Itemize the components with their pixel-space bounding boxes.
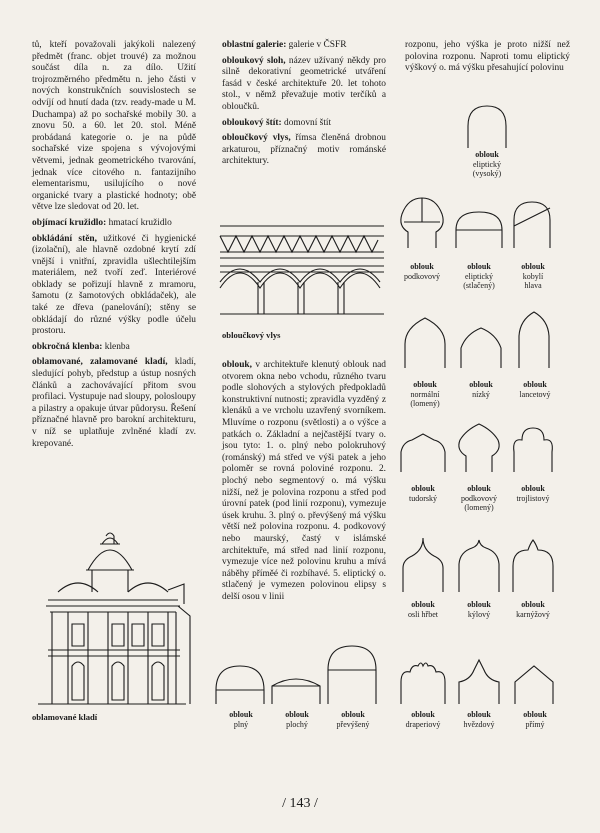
arch-caption: oblouk podkovový — [404, 262, 440, 281]
arch-caption: oblouk eliptický (stlačený) — [463, 262, 495, 290]
arch-caption: oblouk převýšený — [336, 710, 370, 729]
arch-flat-diagram — [270, 672, 322, 704]
entry-oblamovane-kladi — [32, 357, 196, 450]
arch-ogee-diagram — [400, 538, 446, 592]
entry-objimaci-kruzidlo — [32, 218, 196, 230]
arch-caption: oblouk podkovový (lomený) — [461, 484, 497, 512]
column-left — [32, 40, 196, 454]
entry-term: oblamované, zalamované kladí, — [32, 357, 168, 368]
arch-star-diagram — [456, 660, 502, 704]
arch-pointed-normal-diagram — [402, 318, 448, 368]
arch-caption: oblouk lancetový — [519, 380, 551, 399]
entry-oblouckovy-vlys — [222, 133, 386, 168]
arch-lancet-diagram — [514, 312, 554, 368]
entry-text: římsa členěná drobnou arkaturou, příznačný motiv románské architektury. — [222, 133, 386, 167]
entry-text: hmatací kružidlo — [106, 217, 172, 228]
entry-term: obkládání stěn, — [32, 233, 97, 244]
arch-elliptic-high-diagram — [462, 106, 512, 148]
arch-caption: oblouk hvězdový — [463, 710, 495, 729]
entry-term: obloučkový vlys, — [222, 133, 291, 144]
arch-caption: oblouk kýlový — [467, 600, 491, 619]
arch-elliptic-flat-diagram — [454, 210, 504, 248]
paragraph-continued: tů, kteří považovali jakýkoli nalezený předmět (franc. objet trouvé) za možnou součást díla n. za dílo. Užití trojrozměrného předmětu n. jeho části v nových konstrukčních souvislostech se odvíjí od hnutí dada (tzv. ready-made u M. Duchampa) až po sochařské mobily 30. a znovu 50. a 60. let 20. stol. Méně probádaná kategorie o. je na půdě sochařské vize spojena s vývojovými větvemi, jednak geometrického tvarování, jednak více citového n. fantazijního elementarismu, usilujícího o nové organické tvary a plastické hodnoty; obě větve lze sledovat od 20. let. — [32, 40, 196, 213]
figure-caption-oblouckovy-vlys: obloučkový vlys — [222, 330, 281, 340]
entry-term: obloukový sloh, — [222, 55, 286, 66]
entry-term: objímací kružidlo: — [32, 217, 107, 228]
arch-horse-head-diagram — [510, 198, 554, 248]
entry-text: název užívaný někdy pro silně dekorativní geometrické utváření fasád v české architektuře 20. let tohoto stol., v němž převažuje motiv terčíků a obloučků. — [222, 55, 386, 112]
entry-term: obloukový štít: — [222, 117, 282, 128]
arch-drapery-diagram — [398, 660, 448, 704]
paragraph-continued: rozponu, jeho výška je proto nižší než polovina rozponu. Naproti tomu eliptický výškový o. má výšku přesahující polovinu — [405, 40, 570, 74]
figure-caption-oblamovane-kladi: oblamované kladí — [32, 712, 98, 722]
arch-caption: oblouk tudorský — [409, 484, 437, 503]
column-right — [405, 40, 570, 79]
arch-horseshoe-diagram — [398, 196, 446, 248]
entry-oblastni-galerie — [222, 40, 386, 52]
arch-raised-diagram — [326, 644, 378, 704]
baroque-building-illustration — [28, 530, 198, 712]
arch-straight-diagram — [512, 664, 556, 704]
entry-oblouk — [222, 360, 386, 607]
page-number: / 143 / — [282, 796, 318, 811]
arch-trefoil-diagram — [510, 426, 556, 472]
entry-text: užitkové či hygienické (izolační), ale hlavně ozdobné krytí zdí vnější i vnitřní, zpravidla ušlechtilejším materiálem, než tvoří zeď. Interiérové obklady se pořizují hlavně z mramoru, šamotu (z šamotových obkládaček), ale také ze dřeva (panelování); stěny se obkládají do různé výšky podle účelu prostoru. — [32, 233, 196, 337]
entry-obloukovy-sloh — [222, 56, 386, 114]
arch-full-diagram — [214, 664, 266, 704]
arch-caption: oblouk plný — [229, 710, 253, 729]
entry-text: klenba — [102, 341, 130, 352]
arch-caption: oblouk draperiový — [405, 710, 441, 729]
arch-caption: oblouk trojlistový — [516, 484, 550, 503]
column-middle — [222, 40, 386, 172]
arch-caption: oblouk přímý — [523, 710, 547, 729]
entry-term: obkročná klenba: — [32, 341, 103, 352]
entry-text: domovní štít — [281, 117, 332, 128]
entry-obloukovy-stit — [222, 118, 386, 130]
arch-pointed-low-diagram — [458, 328, 504, 368]
arch-caption: oblouk normální (lomený) — [410, 380, 440, 408]
arch-cyma-diagram — [510, 540, 556, 592]
arch-caption: oblouk osli hřbet — [408, 600, 438, 619]
entry-term: oblastní galerie: — [222, 40, 287, 50]
arch-keel-diagram — [456, 540, 502, 592]
arch-caption: oblouk kobylí hlava — [521, 262, 545, 290]
arch-caption: oblouk karnýžový — [516, 600, 550, 619]
entry-term: oblouk, — [222, 360, 252, 370]
arch-horseshoe-pointed-diagram — [456, 424, 502, 472]
arch-tudor-diagram — [398, 432, 448, 472]
arch-caption: oblouk nízký — [469, 380, 493, 399]
arch-caption: oblouk plochý — [285, 710, 309, 729]
entry-obkladani-sten — [32, 234, 196, 338]
entry-text: kladí, sledující pohyb, předstup a ústup nosných článků a zachovávající přitom svou profilaci. Vystupuje nad sloupy, polosloupy a pilastry a opakuje útvar půdorysu. Řešení příznačné hlavně pro barokní architekturu, v níž se uplatňuje zvlněné kladí zv. krepované. — [32, 357, 197, 449]
arch-caption: oblouk eliptický (vysoký) — [472, 150, 502, 178]
entry-obkrocna-klenba — [32, 342, 196, 354]
arcade-frieze-illustration — [218, 222, 386, 324]
entry-text: v architektuře klenutý oblouk nad otvorem okna nebo vchodu, různého tvaru podle slohových a stylových předpokladů konstruktivní nutnosti; zpravidla vyzděný z klenáků a ve vrcholu uzavřený svorníkem. Mluvíme o rozponu (světlosti) a o výšce a patkách o. Základní a nejčastější tvary o. jsou tyto: 1. o. plný nebo polokruhový (románský) má střed ve výši patek a jeho poloměr se rovná poloviné rozponu. 2. plochý nebo segmentový o. má výšku nižší, než je polovina rozponu a střed pod úrovní patek (pod linií rozponu), vymezuje úsek kruhu. 3. plný o. převýšený má výšku větší než polovina rozponu. 4. podkovový nebo maurský, častý v islámské architektuře, má střed nad linií rozponu, vymezuje více než polovinu kruhu a mívá náběhy příměé či rozbíhavé. 5. eliptický o. stlačený je vymezen polovinou elipsy s delší osou v linii — [222, 360, 386, 602]
entry-text: galerie v ČSFR — [286, 40, 347, 50]
